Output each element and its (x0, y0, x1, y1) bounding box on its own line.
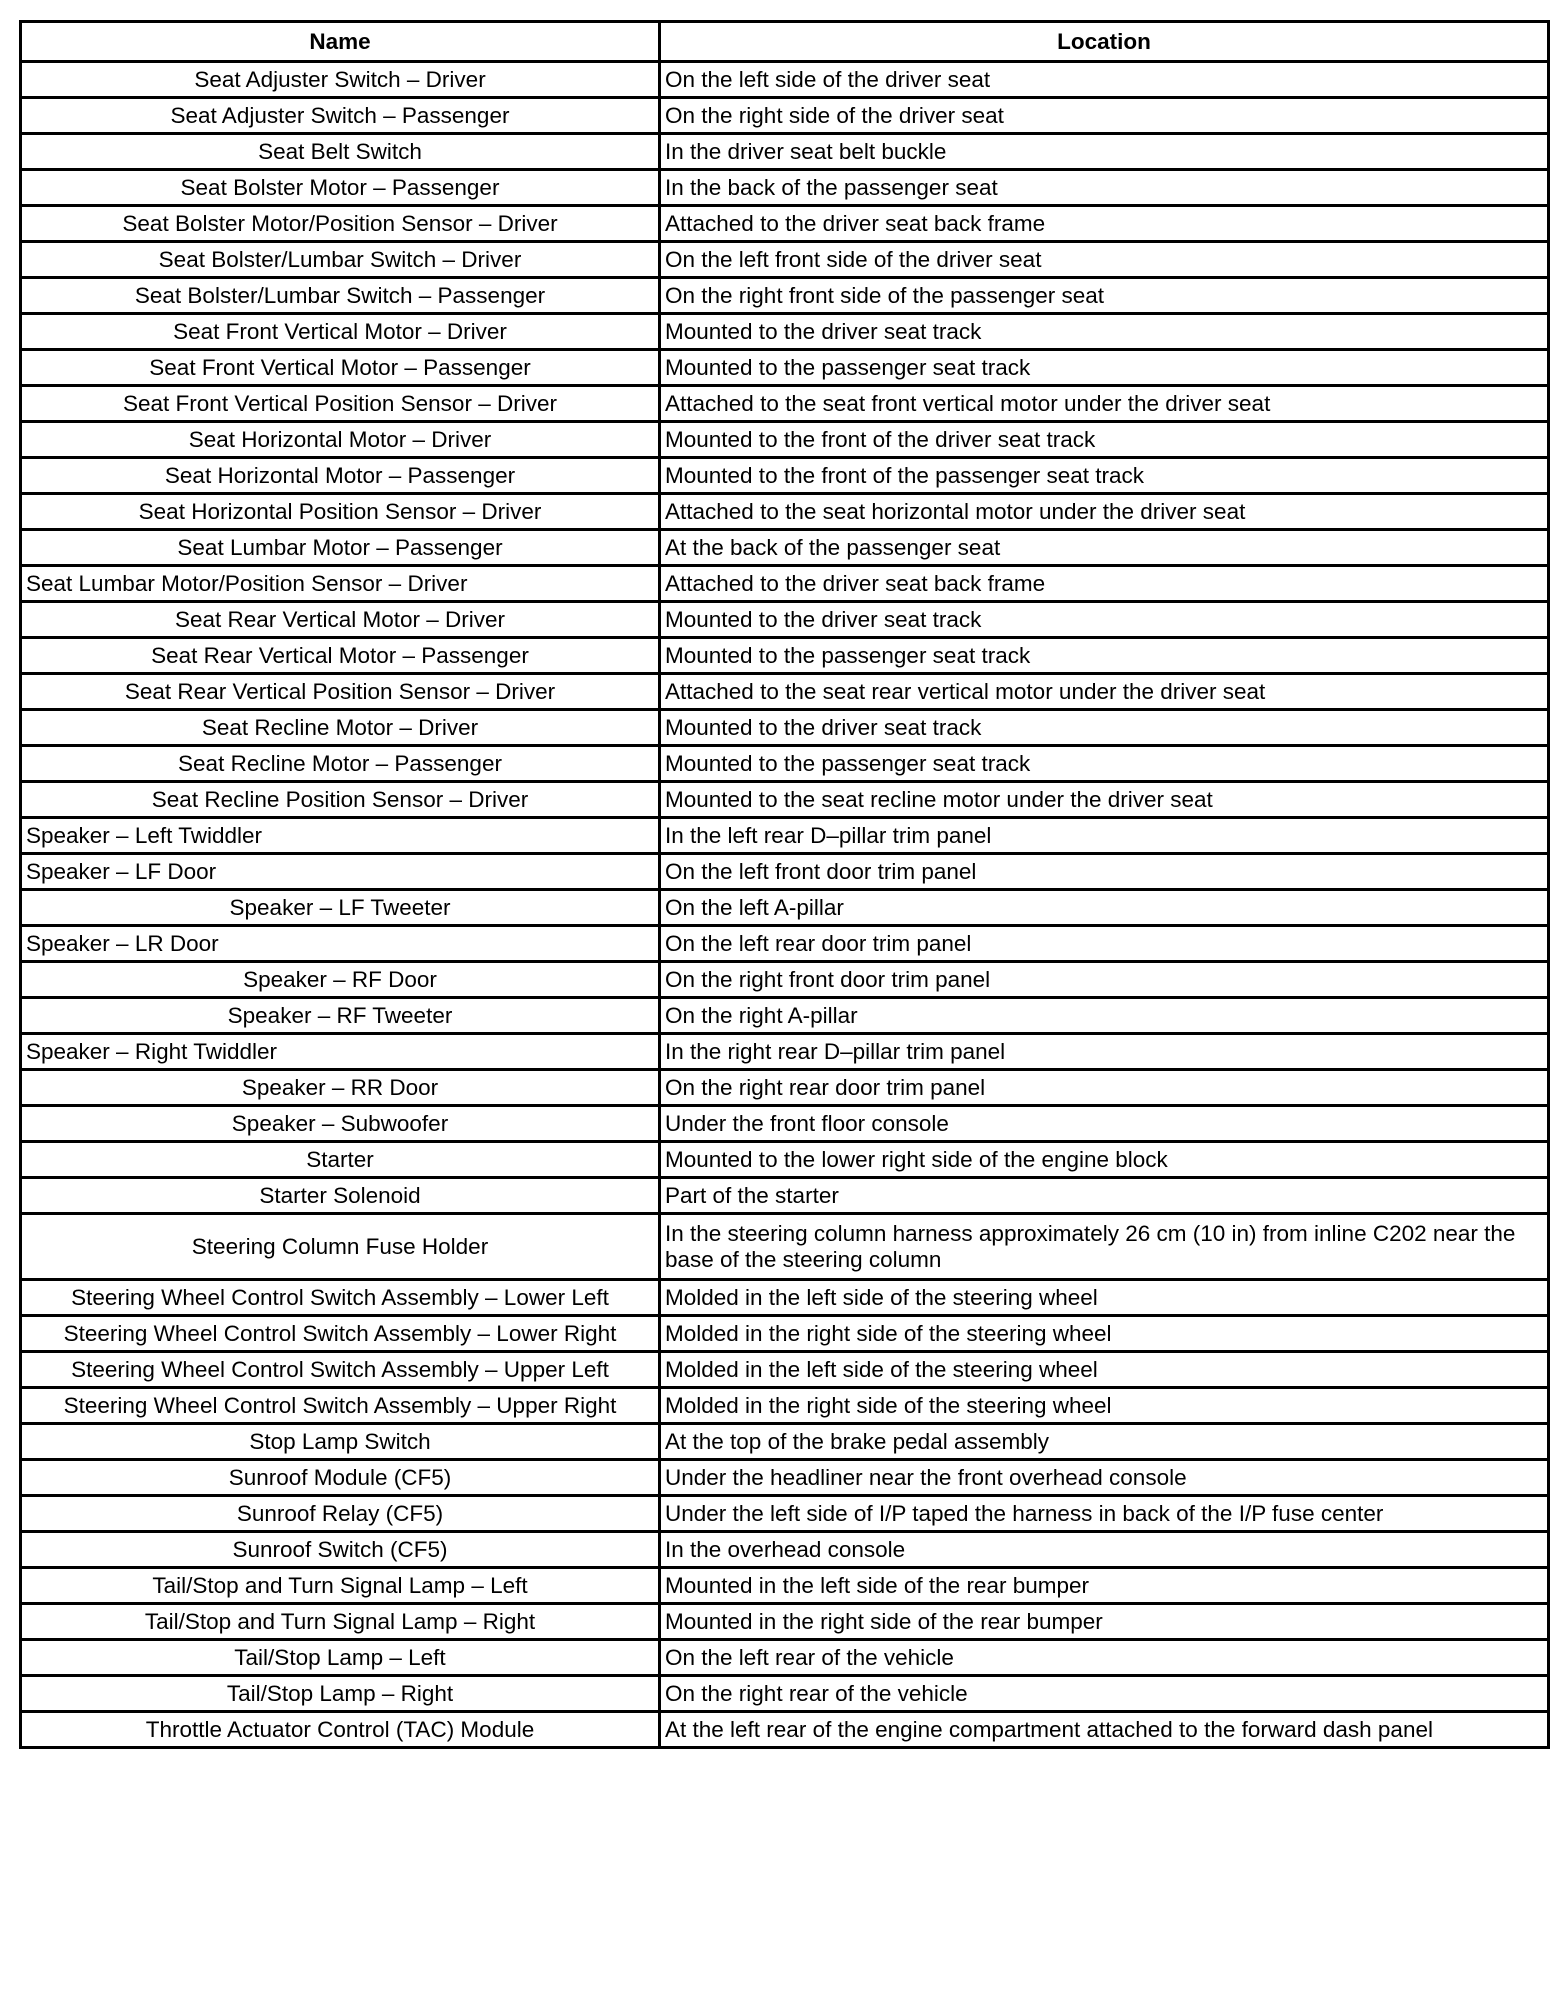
component-name-cell: Seat Bolster Motor – Passenger (21, 170, 660, 206)
table-row (21, 458, 1549, 494)
table-row (21, 494, 1549, 530)
component-location-cell: On the right A-pillar (660, 998, 1549, 1034)
table-row (21, 710, 1549, 746)
table-row (21, 62, 1549, 98)
table-row (21, 350, 1549, 386)
component-location-cell: At the top of the brake pedal assembly (660, 1424, 1549, 1460)
component-location-cell: Attached to the driver seat back frame (660, 566, 1549, 602)
component-location-cell: Part of the starter (660, 1178, 1549, 1214)
component-name-cell: Seat Bolster Motor/Position Sensor – Driver (21, 206, 660, 242)
component-name-cell: Steering Wheel Control Switch Assembly – Upper Left (21, 1352, 660, 1388)
table-row (21, 1316, 1549, 1352)
table-row (21, 1178, 1549, 1214)
table-row (21, 278, 1549, 314)
component-name-cell: Speaker – LR Door (21, 926, 660, 962)
component-location-cell: In the right rear D–pillar trim panel (660, 1034, 1549, 1070)
component-location-cell: On the left rear of the vehicle (660, 1640, 1549, 1676)
header-row (21, 22, 1549, 62)
component-location-cell: Mounted to the front of the driver seat track (660, 422, 1549, 458)
component-location-cell: At the back of the passenger seat (660, 530, 1549, 566)
component-location-cell: Attached to the driver seat back frame (660, 206, 1549, 242)
table-row (21, 602, 1549, 638)
component-location-cell: Molded in the left side of the steering wheel (660, 1352, 1549, 1388)
table-row (21, 1532, 1549, 1568)
component-location-cell: On the left side of the driver seat (660, 62, 1549, 98)
component-name-cell: Speaker – Subwoofer (21, 1106, 660, 1142)
component-location-cell: On the right rear of the vehicle (660, 1676, 1549, 1712)
component-location-cell: At the left rear of the engine compartment attached to the forward dash panel (660, 1712, 1549, 1748)
component-name-cell: Seat Belt Switch (21, 134, 660, 170)
component-name-cell: Speaker – LF Tweeter (21, 890, 660, 926)
component-name-cell: Steering Wheel Control Switch Assembly – Lower Left (21, 1280, 660, 1316)
component-location-cell: Mounted to the lower right side of the engine block (660, 1142, 1549, 1178)
component-location-cell: On the left front side of the driver seat (660, 242, 1549, 278)
table-row (21, 1424, 1549, 1460)
table-row (21, 1676, 1549, 1712)
location-column-header: Location (660, 22, 1549, 62)
component-name-cell: Speaker – RF Door (21, 962, 660, 998)
component-location-cell: On the right side of the driver seat (660, 98, 1549, 134)
component-location-cell: Mounted to the seat recline motor under the driver seat (660, 782, 1549, 818)
table-row (21, 1604, 1549, 1640)
component-name-cell: Seat Rear Vertical Motor – Passenger (21, 638, 660, 674)
table-row (21, 962, 1549, 998)
component-name-cell: Steering Wheel Control Switch Assembly – Upper Right (21, 1388, 660, 1424)
table-row (21, 1214, 1549, 1280)
table-row (21, 98, 1549, 134)
table-row (21, 1460, 1549, 1496)
component-location-cell: On the right rear door trim panel (660, 1070, 1549, 1106)
table-row (21, 314, 1549, 350)
table-row (21, 170, 1549, 206)
component-location-cell: On the left rear door trim panel (660, 926, 1549, 962)
component-name-cell: Starter (21, 1142, 660, 1178)
component-name-cell: Speaker – Left Twiddler (21, 818, 660, 854)
component-name-cell: Seat Lumbar Motor – Passenger (21, 530, 660, 566)
component-name-cell: Sunroof Module (CF5) (21, 1460, 660, 1496)
component-location-cell: Attached to the seat front vertical motor under the driver seat (660, 386, 1549, 422)
component-name-cell: Seat Horizontal Motor – Driver (21, 422, 660, 458)
component-location-cell: On the left A-pillar (660, 890, 1549, 926)
component-location-cell: Attached to the seat horizontal motor under the driver seat (660, 494, 1549, 530)
table-row (21, 674, 1549, 710)
table-row (21, 854, 1549, 890)
component-location-cell: Under the front floor console (660, 1106, 1549, 1142)
table-row (21, 530, 1549, 566)
component-location-cell: Attached to the seat rear vertical motor under the driver seat (660, 674, 1549, 710)
component-location-cell: Molded in the right side of the steering wheel (660, 1388, 1549, 1424)
component-name-cell: Seat Front Vertical Position Sensor – Driver (21, 386, 660, 422)
table-row (21, 890, 1549, 926)
component-name-cell: Steering Column Fuse Holder (21, 1214, 660, 1280)
component-location-cell: Under the headliner near the front overhead console (660, 1460, 1549, 1496)
component-name-cell: Sunroof Relay (CF5) (21, 1496, 660, 1532)
component-name-cell: Throttle Actuator Control (TAC) Module (21, 1712, 660, 1748)
table-row (21, 1496, 1549, 1532)
table-row (21, 746, 1549, 782)
component-name-cell: Tail/Stop and Turn Signal Lamp – Left (21, 1568, 660, 1604)
component-name-cell: Seat Horizontal Position Sensor – Driver (21, 494, 660, 530)
table-row (21, 386, 1549, 422)
component-location-cell: In the steering column harness approximately 26 cm (10 in) from inline C202 near the base of the steering column (660, 1214, 1549, 1280)
component-name-cell: Seat Rear Vertical Motor – Driver (21, 602, 660, 638)
component-name-cell: Tail/Stop Lamp – Right (21, 1676, 660, 1712)
table-row (21, 1640, 1549, 1676)
component-name-cell: Seat Recline Position Sensor – Driver (21, 782, 660, 818)
component-name-cell: Seat Bolster/Lumbar Switch – Passenger (21, 278, 660, 314)
table-row (21, 1070, 1549, 1106)
component-name-cell: Seat Front Vertical Motor – Driver (21, 314, 660, 350)
component-name-cell: Seat Horizontal Motor – Passenger (21, 458, 660, 494)
component-location-cell: Mounted to the passenger seat track (660, 746, 1549, 782)
component-location-cell: Under the left side of I/P taped the harness in back of the I/P fuse center (660, 1496, 1549, 1532)
table-row (21, 1034, 1549, 1070)
component-location-cell: Mounted to the driver seat track (660, 602, 1549, 638)
table-row (21, 782, 1549, 818)
component-name-cell: Seat Adjuster Switch – Driver (21, 62, 660, 98)
component-location-cell: Mounted to the front of the passenger seat track (660, 458, 1549, 494)
name-column-header: Name (21, 22, 660, 62)
component-location-cell: Mounted in the left side of the rear bumper (660, 1568, 1549, 1604)
table-row (21, 206, 1549, 242)
table-row (21, 134, 1549, 170)
table-row (21, 926, 1549, 962)
component-name-cell: Seat Recline Motor – Passenger (21, 746, 660, 782)
component-location-cell: Molded in the right side of the steering wheel (660, 1316, 1549, 1352)
component-location-cell: On the right front door trim panel (660, 962, 1549, 998)
component-name-cell: Steering Wheel Control Switch Assembly – Lower Right (21, 1316, 660, 1352)
table-row (21, 422, 1549, 458)
component-name-cell: Seat Recline Motor – Driver (21, 710, 660, 746)
table-row (21, 1142, 1549, 1178)
table-row (21, 638, 1549, 674)
component-name-cell: Tail/Stop Lamp – Left (21, 1640, 660, 1676)
table-row (21, 242, 1549, 278)
table-row (21, 566, 1549, 602)
table-row (21, 1352, 1549, 1388)
component-name-cell: Stop Lamp Switch (21, 1424, 660, 1460)
component-name-cell: Starter Solenoid (21, 1178, 660, 1214)
component-location-cell: In the overhead console (660, 1532, 1549, 1568)
table-row (21, 1106, 1549, 1142)
component-name-cell: Sunroof Switch (CF5) (21, 1532, 660, 1568)
component-location-cell: Mounted to the driver seat track (660, 710, 1549, 746)
component-location-cell: Mounted in the right side of the rear bumper (660, 1604, 1549, 1640)
component-name-cell: Seat Adjuster Switch – Passenger (21, 98, 660, 134)
component-name-cell: Seat Rear Vertical Position Sensor – Driver (21, 674, 660, 710)
component-location-cell: Mounted to the passenger seat track (660, 638, 1549, 674)
component-name-cell: Tail/Stop and Turn Signal Lamp – Right (21, 1604, 660, 1640)
component-name-cell: Speaker – LF Door (21, 854, 660, 890)
component-name-cell: Speaker – RF Tweeter (21, 998, 660, 1034)
component-location-cell: Molded in the left side of the steering wheel (660, 1280, 1549, 1316)
table-row (21, 818, 1549, 854)
component-name-cell: Seat Lumbar Motor/Position Sensor – Driver (21, 566, 660, 602)
table-row (21, 998, 1549, 1034)
component-name-cell: Speaker – Right Twiddler (21, 1034, 660, 1070)
component-location-cell: Mounted to the driver seat track (660, 314, 1549, 350)
table-row (21, 1388, 1549, 1424)
component-name-cell: Seat Bolster/Lumbar Switch – Driver (21, 242, 660, 278)
table-row (21, 1712, 1549, 1748)
component-name-cell: Speaker – RR Door (21, 1070, 660, 1106)
component-name-cell: Seat Front Vertical Motor – Passenger (21, 350, 660, 386)
table-row (21, 1568, 1549, 1604)
component-location-cell: On the left front door trim panel (660, 854, 1549, 890)
component-location-cell: Mounted to the passenger seat track (660, 350, 1549, 386)
component-location-cell: In the back of the passenger seat (660, 170, 1549, 206)
component-location-table (19, 20, 1550, 1749)
component-location-cell: On the right front side of the passenger seat (660, 278, 1549, 314)
table-row (21, 1280, 1549, 1316)
component-location-cell: In the left rear D–pillar trim panel (660, 818, 1549, 854)
component-location-cell: In the driver seat belt buckle (660, 134, 1549, 170)
